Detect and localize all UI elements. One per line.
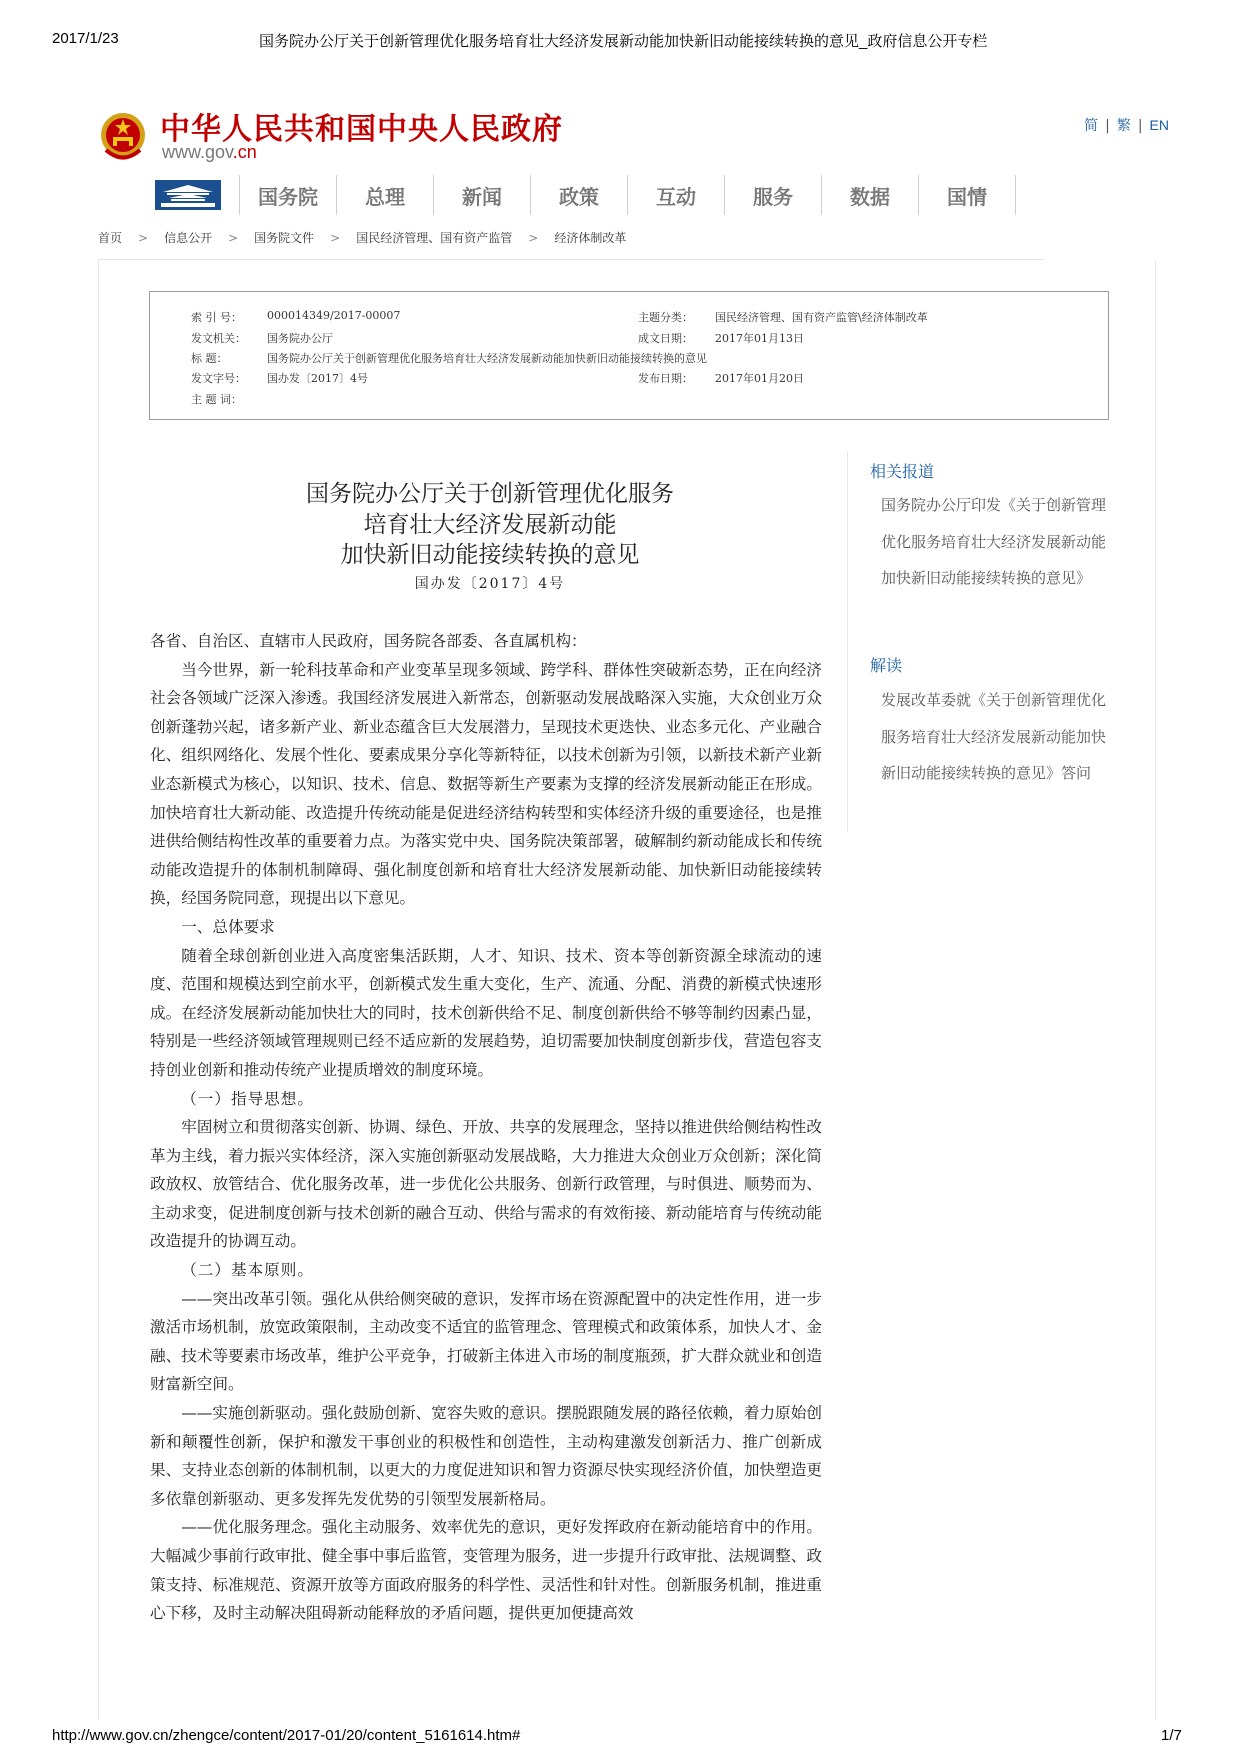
meta-docno-label: 发文字号： bbox=[191, 372, 246, 385]
breadcrumb-economy[interactable]: 国民经济管理、国有资产监管 bbox=[356, 231, 513, 245]
subsection-heading: （一）指导思想。 bbox=[181, 1089, 314, 1108]
meta-created-label: 成文日期： bbox=[638, 332, 693, 345]
meta-issuer-value: 国务院办公厅 bbox=[267, 332, 333, 345]
breadcrumb-home[interactable]: 首页 bbox=[98, 231, 123, 245]
article-body bbox=[150, 627, 822, 1628]
nav-item-hudong[interactable]: 互动 bbox=[628, 175, 725, 215]
nav-home[interactable] bbox=[155, 175, 240, 215]
meta-index-value: 000014349/2017-00007 bbox=[267, 309, 401, 322]
nav-item-shuju[interactable]: 数据 bbox=[822, 175, 919, 215]
nav-item-zongli[interactable]: 总理 bbox=[337, 175, 434, 215]
article-title-line-2: 培育壮大经济发展新动能 bbox=[363, 512, 617, 538]
meta-docno-value: 国办发〔2017〕4号 bbox=[267, 372, 368, 385]
interpretation-heading: 解读 bbox=[870, 656, 903, 675]
meta-keywords-label: 主 题 词： bbox=[191, 393, 242, 406]
section-heading: 一、总体要求 bbox=[181, 917, 275, 936]
breadcrumb bbox=[98, 229, 626, 246]
interpretation-link[interactable]: 发展改革委就《关于创新管理优化服务培育壮大经济发展新动能加快新旧动能接续转换的意见》答问 bbox=[881, 691, 1107, 782]
nav-item-xinwen[interactable]: 新闻 bbox=[434, 175, 531, 215]
meta-category-value: 国民经济管理、国有资产监管\经济体制改革 bbox=[715, 311, 928, 324]
article-title-line-1: 国务院办公厅关于创新管理优化服务 bbox=[306, 481, 674, 507]
print-url: http://www.gov.cn/zhengce/content/2017-01/20/content_5161614.htm# bbox=[52, 1727, 521, 1744]
divider bbox=[98, 259, 1044, 260]
meta-published-value: 2017年01月20日 bbox=[715, 372, 804, 385]
nav-item-fuwu[interactable]: 服务 bbox=[725, 175, 822, 215]
tiananmen-icon bbox=[155, 180, 221, 210]
nav-item-guowuyuan[interactable]: 国务院 bbox=[240, 175, 337, 215]
salutation: 各省、自治区、直辖市人民政府，国务院各部委、各直属机构： bbox=[150, 632, 587, 650]
content-border-right bbox=[1155, 260, 1156, 1720]
document-metadata bbox=[149, 291, 1109, 420]
meta-title-value: 国务院办公厅关于创新管理优化服务培育壮大经济发展新动能加快新旧动能接续转换的意见 bbox=[267, 352, 707, 365]
lang-traditional[interactable]: 繁 bbox=[1116, 118, 1131, 134]
language-switcher: 简 | 繁 | EN bbox=[1084, 117, 1169, 134]
chevron-right-icon: > bbox=[330, 231, 341, 245]
related-heading: 相关报道 bbox=[870, 462, 935, 481]
paragraph: ——突出改革引领。强化从供给侧突破的意识，发挥市场在资源配置中的决定性作用，进一步激活市场机制，放宽政策限制，主动改变不适宜的监管理念、管理模式和政策体系，加快人才、金融、技术等要素市场改革，维护公平竞争，打破新主体进入市场的制度瓶颈，扩大群众就业和创造财富新空间。 bbox=[150, 1289, 822, 1394]
lang-simplified[interactable]: 简 bbox=[1084, 118, 1099, 134]
subsection-heading: （二）基本原则。 bbox=[181, 1261, 314, 1280]
chevron-right-icon: > bbox=[138, 231, 149, 245]
lang-english[interactable]: EN bbox=[1149, 117, 1169, 133]
meta-title-label: 标 题： bbox=[191, 352, 228, 365]
breadcrumb-reform[interactable]: 经济体制改革 bbox=[554, 231, 627, 245]
breadcrumb-info[interactable]: 信息公开 bbox=[164, 231, 213, 245]
print-date: 2017/1/23 bbox=[52, 30, 119, 47]
sidebar-divider bbox=[847, 452, 848, 832]
chevron-right-icon: > bbox=[228, 231, 239, 245]
meta-published-label: 发布日期： bbox=[638, 372, 693, 385]
site-url bbox=[162, 142, 257, 163]
print-title: 国务院办公厅关于创新管理优化服务培育壮大经济发展新动能加快新旧动能接续转换的意见_政府信息公开专栏 bbox=[259, 33, 988, 50]
site-url-main: www.gov bbox=[162, 142, 233, 162]
paragraph: 牢固树立和贯彻落实创新、协调、绿色、开放、共享的发展理念，坚持以推进供给侧结构性改革为主线，着力振兴实体经济，深入实施创新驱动发展战略，大力推进大众创业万众创新；深化简政放权、放管结合、优化服务改革，进一步优化公共服务、创新行政管理，与时俱进、顺势而为、主动求变，促进制度创新与技术创新的融合互动、供给与需求的有效衔接、新动能培育与传统动能改造提升的协调互动。 bbox=[150, 1118, 822, 1251]
site-title[interactable]: 中华人民共和国中央人民政府 bbox=[160, 112, 563, 147]
content-border-left bbox=[98, 260, 99, 1720]
breadcrumb-documents[interactable]: 国务院文件 bbox=[254, 231, 315, 245]
article-title-line-3: 加快新旧动能接续转换的意见 bbox=[340, 542, 640, 568]
article-doc-number: 国办发〔2017〕4号 bbox=[414, 576, 566, 592]
main-nav bbox=[155, 175, 1016, 215]
paragraph: ——实施创新驱动。强化鼓励创新、宽容失败的意识。摆脱跟随发展的路径依赖，着力原始创新和颠覆性创新，保护和激发干事创业的积极性和创造性，主动构建激发创新活力、推广创新成果、支持业态创新的体制机制，以更大的力度促进知识和智力资源尽快实现经济价值，加快塑造更多依靠创新驱动、更多发挥先发优势的引领型发展新格局。 bbox=[150, 1404, 822, 1508]
nav-item-zhengce[interactable]: 政策 bbox=[531, 175, 628, 215]
paragraph: ——优化服务理念。强化主动服务、效率优先的意识，更好发挥政府在新动能培育中的作用。大幅减少事前行政审批、健全事中事后监管，变管理为服务，进一步提升行政审批、法规调整、政策支持、标准规范、资源开放等方面政府服务的科学性、灵活性和针对性。创新服务机制，推进重心下移，及时主动解决阻碍新动能释放的矛盾问题，提供更加便捷高效 bbox=[150, 1518, 822, 1623]
site-url-tld: .cn bbox=[232, 142, 257, 162]
meta-index-label: 索 引 号： bbox=[191, 311, 242, 324]
meta-issuer-label: 发文机关： bbox=[191, 332, 246, 345]
print-page-number: 1/7 bbox=[1161, 1727, 1182, 1744]
paragraph: 随着全球创新创业进入高度密集活跃期，人才、知识、技术、资本等创新资源全球流动的速度、范围和规模达到空前水平，创新模式发生重大变化，生产、流通、分配、消费的新模式快速形成。在经济发展新动能加快壮大的同时，技术创新供给不足、制度创新供给不够等制约因素凸显，特别是一些经济领域管理规则已经不适应新的发展趋势，迫切需要加快制度创新步伐，营造包容支持创业创新和推动传统产业提质增效的制度环境。 bbox=[150, 946, 822, 1079]
nav-item-guoqing[interactable]: 国情 bbox=[919, 175, 1016, 215]
related-link[interactable]: 国务院办公厅印发《关于创新管理优化服务培育壮大经济发展新动能加快新旧动能接续转换的意见》 bbox=[881, 496, 1107, 587]
meta-category-label: 主题分类： bbox=[638, 311, 693, 324]
national-emblem-icon[interactable] bbox=[98, 110, 148, 162]
chevron-right-icon: > bbox=[528, 231, 539, 245]
meta-created-value: 2017年01月13日 bbox=[715, 332, 804, 345]
paragraph: 当今世界，新一轮科技革命和产业变革呈现多领域、跨学科、群体性突破新态势，正在向经济社会各领域广泛深入渗透。我国经济发展进入新常态，创新驱动发展战略深入实施，大众创业万众创新蓬勃兴起，诸多新产业、新业态蕴含巨大发展潜力，呈现技术更迭快、业态多元化、产业融合化、组织网络化、发展个性化、要素成果分享化等新特征，以技术创新为引领，以新技术新产业新业态新模式为核心，以知识、技术、信息、数据等新生产要素为支撑的经济发展新动能正在形成。加快培育壮大新动能、改造提升传统动能是促进经济结构转型和实体经济升级的重要途径，也是推进供给侧结构性改革的重要着力点。为落实党中央、国务院决策部署，破解制约新动能成长和传统动能改造提升的体制机制障碍、强化制度创新和培育壮大经济发展新动能、加快新旧动能接续转换，经国务院同意，现提出以下意见。 bbox=[150, 660, 822, 908]
